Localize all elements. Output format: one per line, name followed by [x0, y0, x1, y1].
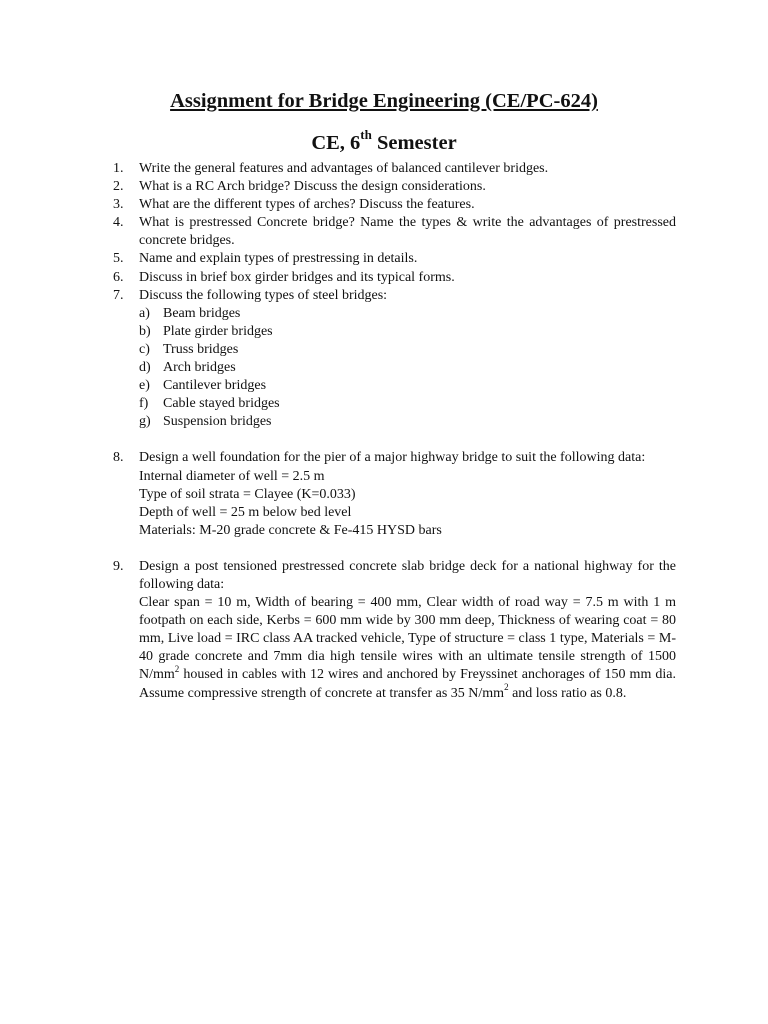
item-letter: c) — [139, 341, 150, 357]
list-item — [139, 377, 676, 395]
data-line: Internal diameter of well = 2.5 m — [139, 468, 325, 484]
question-number: 6. — [113, 269, 124, 285]
data-line: Type of soil strata = Clayee (K=0.033) — [139, 486, 356, 502]
question-9 — [110, 558, 676, 703]
subtitle-suffix: Semester — [371, 131, 457, 154]
question-number: 4. — [113, 215, 124, 231]
question-number: 9. — [113, 558, 124, 574]
item-text: Cable stayed bridges — [163, 396, 280, 412]
document-subtitle — [0, 124, 768, 156]
question-3 — [110, 196, 676, 214]
list-item — [139, 413, 676, 431]
item-letter: b) — [139, 323, 151, 339]
item-letter: a) — [139, 305, 150, 321]
question-8 — [110, 449, 676, 539]
question-number: 8. — [113, 450, 124, 466]
question-number: 1. — [113, 161, 124, 176]
item-text: Cantilever bridges — [163, 378, 267, 394]
list-item — [139, 395, 676, 413]
item-letter: f) — [139, 396, 149, 412]
question-text: What are the different types of arches? Discuss the features. — [139, 197, 475, 213]
subtitle-prefix: CE, 6 — [311, 131, 361, 154]
question-text: Design a well foundation for the pier of a major highway bridge to suit the following data: — [139, 450, 646, 466]
question-7 — [110, 287, 676, 432]
question-number: 3. — [113, 197, 124, 213]
superscript-2: 2 — [174, 663, 180, 674]
question-text: What is a RC Arch bridge? Discuss the design considerations. — [139, 179, 486, 195]
question-1 — [110, 160, 676, 178]
question-2 — [110, 178, 676, 196]
subtitle-superscript: th — [360, 127, 372, 142]
item-text: Truss bridges — [163, 341, 239, 357]
list-item — [139, 341, 676, 359]
list-item — [139, 305, 676, 323]
item-letter: e) — [139, 378, 150, 394]
document-title: Assignment for Bridge Engineering (CE/PC-624) — [170, 90, 598, 112]
item-text: Arch bridges — [163, 360, 236, 376]
item-text: Beam bridges — [163, 305, 241, 321]
question-text: Design a post tensioned prestressed concrete slab bridge deck for a national highway for the following data: — [139, 558, 676, 592]
item-text: Plate girder bridges — [163, 323, 273, 339]
data-part-2: housed in cables with 12 wires and anchored by Freyssinet anchorages of 150 mm dia. Assume compressive strength of concrete at transfer as 35 N/mm — [139, 667, 676, 701]
question-number: 5. — [113, 251, 124, 267]
question-5 — [110, 250, 676, 268]
question-number: 2. — [113, 179, 124, 195]
question-4 — [110, 214, 676, 250]
data-line: Materials: M-20 grade concrete & Fe-415 HYSD bars — [139, 522, 442, 538]
data-part-1: Clear span = 10 m, Width of bearing = 400 mm, Clear width of road way = 7.5 m with 1 m footpath on each side, Kerbs = 600 mm wide by 300 mm deep, Thickness of wearing coat = 80 mm, Live load = IRC class AA tracked vehicle, Type of structure = class 1 type, Materials = M-40 grade concrete and 7mm dia high tensile wires with an ultimate tensile strength of 1500 N/mm — [139, 595, 676, 683]
question-text: Name and explain types of prestressing in details. — [139, 251, 418, 267]
item-letter: d) — [139, 360, 151, 376]
superscript-2: 2 — [504, 681, 509, 692]
list-item — [139, 359, 676, 377]
item-text: Suspension bridges — [163, 414, 272, 430]
question-text: Write the general features and advantages of balanced cantilever bridges. — [139, 161, 549, 176]
question-text: Discuss the following types of steel bridges: — [139, 287, 388, 303]
question-text: Discuss in brief box girder bridges and its typical forms. — [139, 269, 455, 285]
list-item — [139, 323, 676, 341]
data-line: Depth of well = 25 m below bed level — [139, 504, 352, 520]
question-6 — [110, 269, 676, 287]
question-text: What is prestressed Concrete bridge? Name the types & write the advantages of prestressed concrete bridges. — [139, 215, 676, 249]
question-data — [139, 594, 676, 703]
item-letter: g) — [139, 414, 151, 430]
data-part-3: and loss ratio as 0.8. — [508, 685, 627, 701]
question-number: 7. — [113, 287, 124, 303]
question-list — [110, 160, 676, 703]
